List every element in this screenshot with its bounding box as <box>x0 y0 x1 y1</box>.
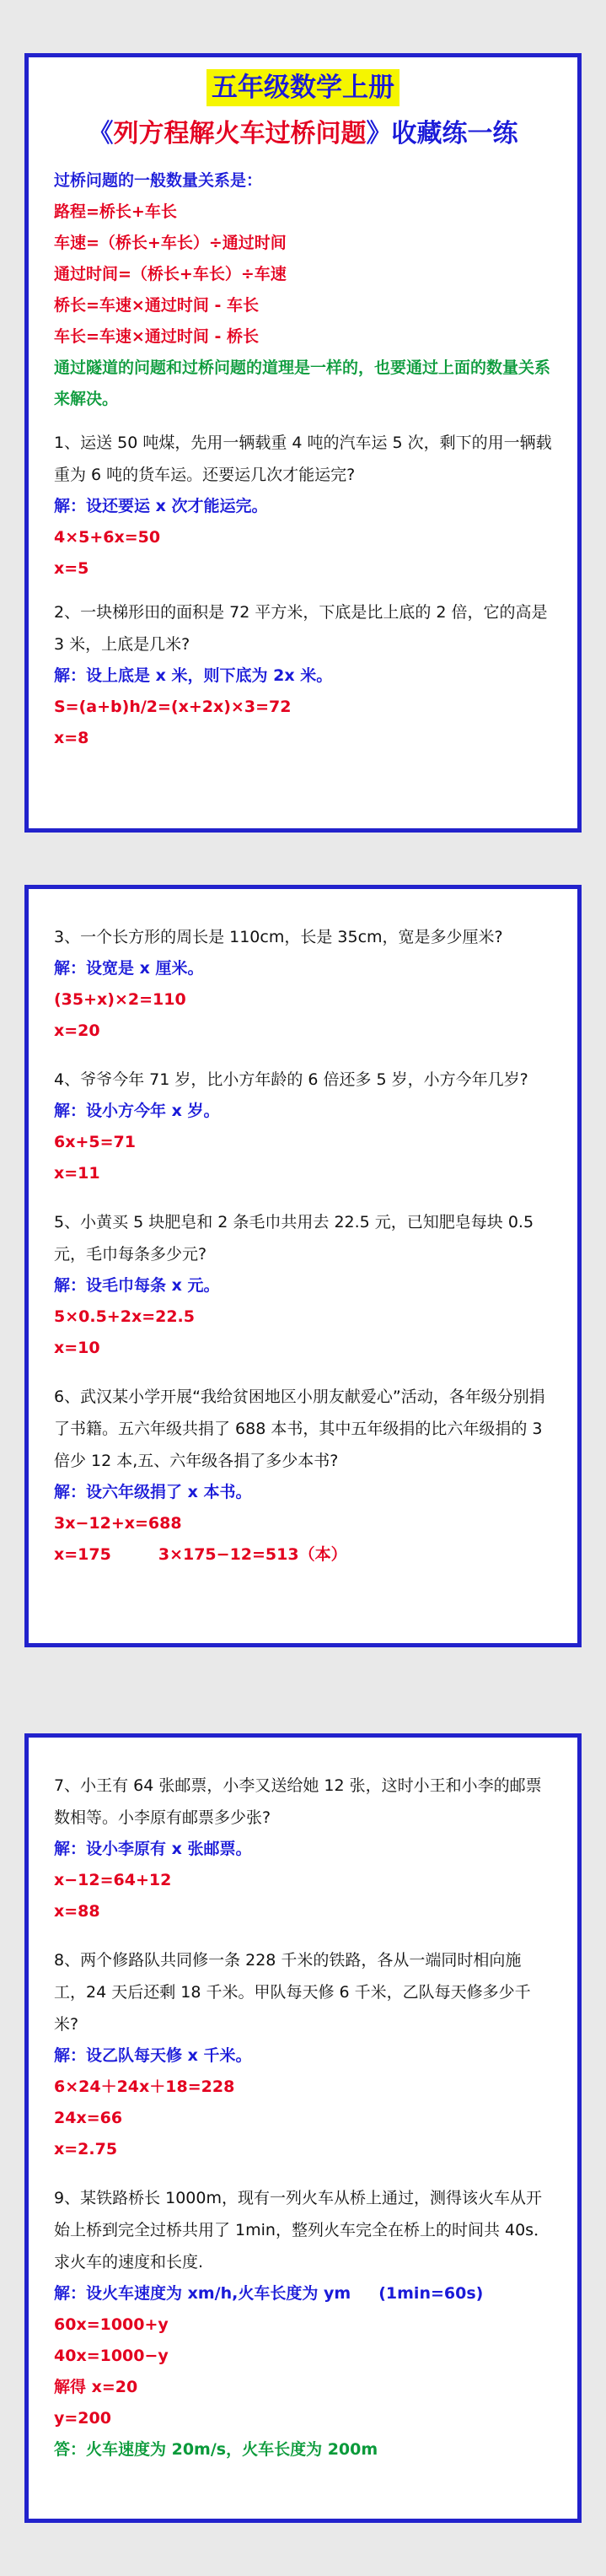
problem-question: 6、武汉某小学开展“我给贫困地区小朋友献爱心”活动，各年级分别捐了书籍。五六年级共捐了 688 本书，其中五年级捐的比六年级捐的 3 倍少 12 本,五、六年级各捐了多少本书? <box>54 1388 545 1470</box>
solution-step: x=5 <box>54 559 89 578</box>
subtitle-open-bracket: 《 <box>88 119 114 148</box>
problem-setup: 解：设乙队每天修 x 千米。 <box>54 2046 252 2065</box>
solution-step: 6x+5=71 <box>54 1133 136 1151</box>
solution-step: x=20 <box>54 1021 100 1040</box>
problem-question: 2、一块梯形田的面积是 72 平方米，下底是比上底的 2 倍，它的高是 3 米，上底是几米? <box>54 603 548 654</box>
problems-card-3 <box>24 1733 582 2523</box>
problem-setup: 解：设还要运 x 次才能运完。 <box>54 497 268 515</box>
problem-setup: 解：设火车速度为 xm/h,火车长度为 ym (1min=60s) <box>54 2284 484 2303</box>
page-title: 五年级数学上册 <box>206 69 400 106</box>
problem-setup: 解：设毛巾每条 x 元。 <box>54 1276 220 1295</box>
problem-question: 1、运送 50 吨煤，先用一辆载重 4 吨的汽车运 5 次，剩下的用一辆载重为 6 吨的货车运。还要运几次才能运完? <box>54 434 552 484</box>
intro-card <box>24 53 582 833</box>
solution-step: 3x−12+x=688 <box>54 1514 182 1533</box>
problem-question: 3、一个长方形的周长是 110cm，长是 35cm，宽是多少厘米? <box>54 928 503 946</box>
final-answer: 答：火车速度为 20m/s，火车长度为 200m <box>54 2440 378 2459</box>
solution-step: 24x=66 <box>54 2109 123 2127</box>
formula-line: 通过时间=（桥长+车长）÷车速 <box>54 265 287 283</box>
solution-step: x−12=64+12 <box>54 1871 172 1889</box>
problem-question: 5、小黄买 5 块肥皂和 2 条毛巾共用去 22.5 元，已知肥皂每块 0.5 元，毛巾每条多少元? <box>54 1213 534 1264</box>
formula-line: 路程=桥长+车长 <box>54 202 177 221</box>
solution-step: x=10 <box>54 1339 100 1357</box>
title-block <box>54 57 552 154</box>
solution-step: 40x=1000−y <box>54 2347 169 2365</box>
solution-step: x=8 <box>54 729 89 747</box>
subtitle-topic: 列方程解火车过桥问题 <box>113 119 367 148</box>
problem-question: 8、两个修路队共同修一条 228 千米的铁路，各从一端同时相向施工，24 天后还剩 18 千米。甲队每天修 6 千米，乙队每天修多少千米? <box>54 1951 531 2034</box>
solution-step: 6×24＋24x＋18=228 <box>54 2078 235 2096</box>
solution-step: x=11 <box>54 1164 100 1183</box>
solution-final <box>54 1539 552 1571</box>
subtitle-close-bracket: 》 <box>366 119 392 148</box>
solution-final-x: x=175 <box>54 1545 111 1564</box>
problem-question: 9、某铁路桥长 1000m，现有一列火车从桥上通过，测得该火车从开始上桥到完全过桥共用了 1min，整列火车完全在桥上的时间共 40s．求火车的速度和长度. <box>54 2189 550 2272</box>
solution-step: 60x=1000+y <box>54 2315 169 2334</box>
solution-step: 4×5+6x=50 <box>54 528 161 547</box>
formula-line: 车速=（桥长+车长）÷通过时间 <box>54 234 287 252</box>
problem-setup: 解：设小方今年 x 岁。 <box>54 1102 220 1120</box>
solution-step: x=2.75 <box>54 2140 118 2158</box>
solution-step: y=200 <box>54 2409 111 2428</box>
page-subtitle <box>54 115 552 154</box>
problem-question: 4、爷爷今年 71 岁，比小方年龄的 6 倍还多 5 岁，小方今年几岁? <box>54 1070 528 1089</box>
solution-step: (35+x)×2=110 <box>54 990 186 1009</box>
solution-step: 解得 x=20 <box>54 2378 138 2396</box>
intro-note: 通过隧道的问题和过桥问题的道理是一样的，也要通过上面的数量关系来解决。 <box>54 358 551 408</box>
problem-setup: 解：设六年级捐了 x 本书。 <box>54 1483 252 1501</box>
solution-step: 5×0.5+2x=22.5 <box>54 1307 195 1326</box>
solution-final-result: 3×175−12=513（本） <box>158 1545 347 1564</box>
problem-question: 7、小王有 64 张邮票，小李又送给她 12 张，这时小王和小李的邮票数相等。小李原有邮票多少张? <box>54 1776 542 1827</box>
intro-heading: 过桥问题的一般数量关系是： <box>54 171 263 190</box>
subtitle-tail: 收藏练一练 <box>391 119 518 148</box>
solution-step: S=(a+b)h/2=(x+2x)×3=72 <box>54 698 292 716</box>
formula-line: 车长=车速×通过时间 - 桥长 <box>54 327 259 346</box>
problem-setup: 解：设小李原有 x 张邮票。 <box>54 1840 252 1858</box>
problems-card-2 <box>24 885 582 1647</box>
solution-step: x=88 <box>54 1902 100 1921</box>
formula-line: 桥长=车速×通过时间 - 车长 <box>54 296 259 315</box>
problem-setup: 解：设宽是 x 厘米。 <box>54 959 204 978</box>
problem-setup: 解：设上底是 x 米，则下底为 2x 米。 <box>54 666 333 685</box>
